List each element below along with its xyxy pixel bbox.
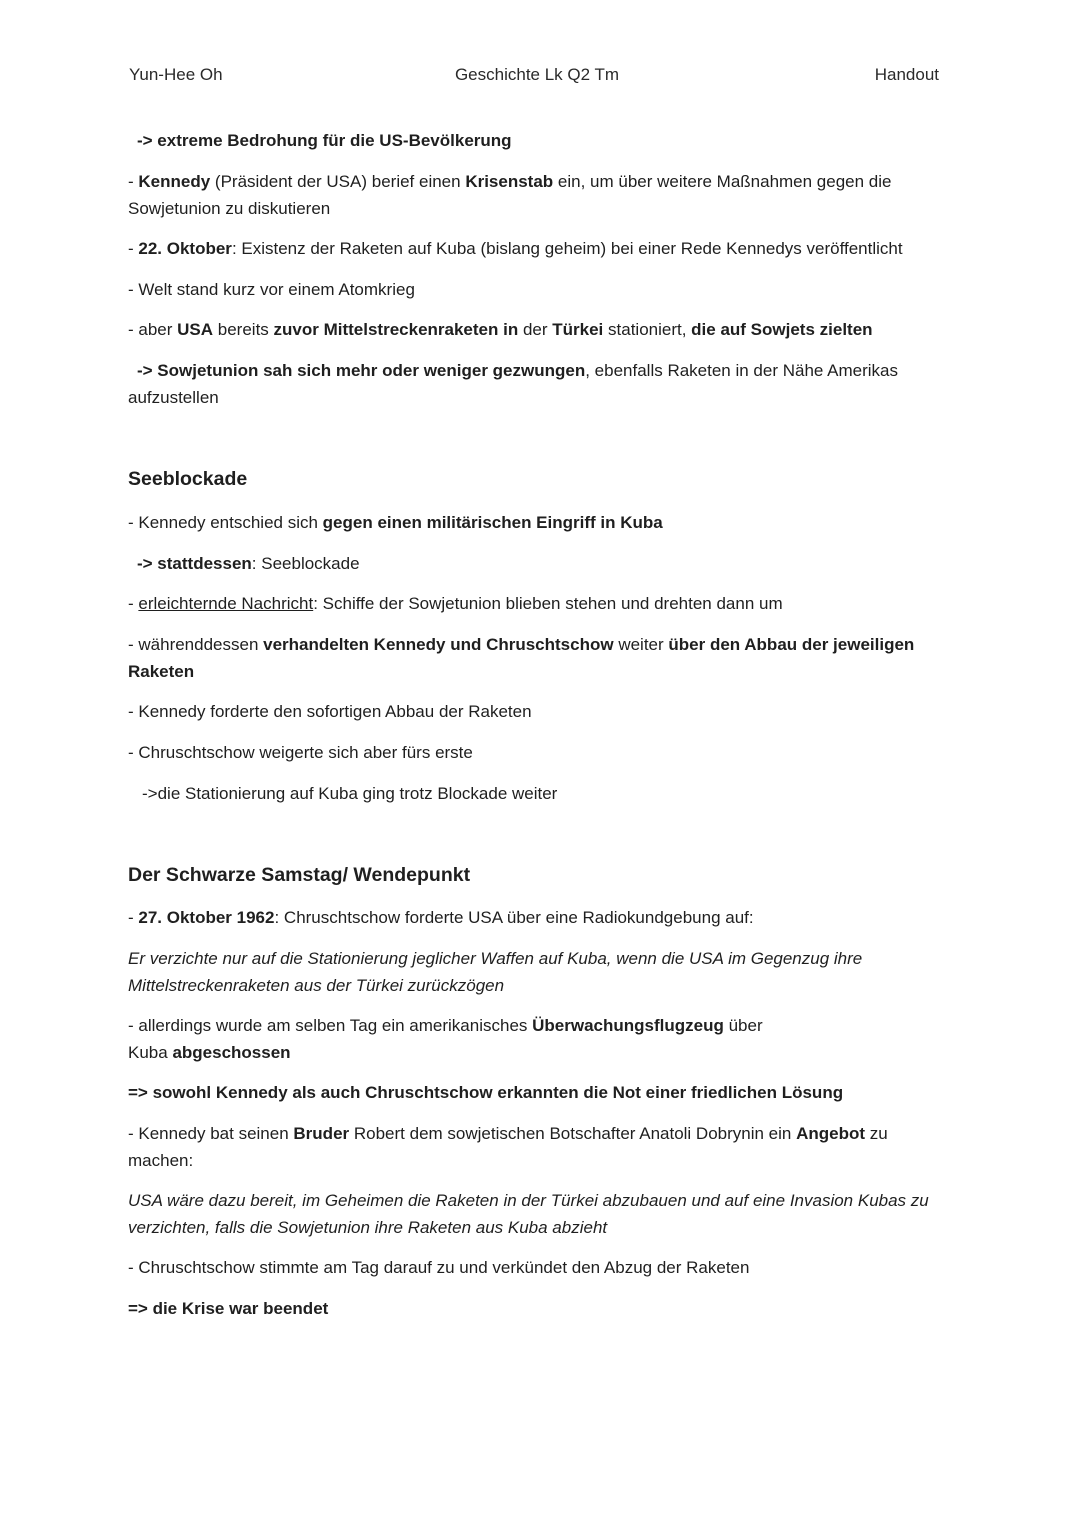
samstag-line-7: - Chruschtschow stimmte am Tag darauf zu und verkündet den Abzug der Raketen xyxy=(128,1258,750,1277)
samstag-line-4: => sowohl Kennedy als auch Chruschtschow erkannten die Not einer friedlichen Lösung xyxy=(128,1083,844,1102)
intro-line-kennedy: - Kennedy (Präsident der USA) berief einen Krisenstab ein, um über weitere Maßnahmen gegen die Sowjetunion zu diskutieren xyxy=(128,172,892,218)
intro-line-october22: - 22. Oktober: Existenz der Raketen auf Kuba (bislang geheim) bei einer Rede Kennedys veröffentlicht xyxy=(128,239,903,258)
seeblockade-line-3: - erleichternde Nachricht: Schiffe der Sowjetunion blieben stehen und drehten dann um xyxy=(128,594,783,613)
samstag-quote-1: Er verzichte nur auf die Stationierung jeglicher Waffen auf Kuba, wenn die USA im Gegenzug ihre Mittelstreckenraketen aus der Türkei zurückzögen xyxy=(128,949,863,995)
section-title-schwarzer-samstag: Der Schwarze Samstag/ Wendepunkt xyxy=(128,864,471,886)
intro-line-threat: -> extreme Bedrohung für die US-Bevölkerung xyxy=(137,131,512,150)
samstag-quote-2: USA wäre dazu bereit, im Geheimen die Raketen in der Türkei abzubauen und auf eine Invasion Kubas zu verzichten, falls die Sowjetunion ihre Raketen aus Kuba abzieht xyxy=(128,1191,929,1237)
header-course: Geschichte Lk Q2 Tm xyxy=(454,65,620,84)
intro-line-tuerkei: - aber USA bereits zuvor Mittelstreckenraketen in der Türkei stationiert, die auf Sowjets zielten xyxy=(128,320,873,339)
header-author: Yun-Hee Oh xyxy=(129,65,223,84)
seeblockade-line-2: -> stattdessen: Seeblockade xyxy=(137,554,360,573)
samstag-line-8: => die Krise war beendet xyxy=(128,1299,329,1318)
samstag-line-1: - 27. Oktober 1962: Chruschtschow forderte USA über eine Radiokundgebung auf: xyxy=(128,908,754,927)
seeblockade-line-5: - Kennedy forderte den sofortigen Abbau der Raketen xyxy=(128,702,532,721)
intro-line-atomkrieg: - Welt stand kurz vor einem Atomkrieg xyxy=(128,280,415,299)
seeblockade-line-4: - währenddessen verhandelten Kennedy und Chruschtschow weiter über den Abbau der jeweiligen Raketen xyxy=(128,635,915,681)
samstag-line-3: - allerdings wurde am selben Tag ein amerikanisches Überwachungsflugzeug über Kuba abgeschossen xyxy=(128,1016,763,1062)
seeblockade-line-7: ->die Stationierung auf Kuba ging trotz Blockade weiter xyxy=(142,784,558,803)
header-doctype: Handout xyxy=(874,65,939,84)
seeblockade-line-1: - Kennedy entschied sich gegen einen militärischen Eingriff in Kuba xyxy=(128,513,663,532)
seeblockade-line-6: - Chruschtschow weigerte sich aber fürs erste xyxy=(128,743,473,762)
section-title-seeblockade: Seeblockade xyxy=(128,468,248,490)
intro-line-sowjetunion: -> Sowjetunion sah sich mehr oder weniger gezwungen, ebenfalls Raketen in der Nähe Amerikas aufzustellen xyxy=(128,361,899,407)
samstag-line-5: - Kennedy bat seinen Bruder Robert dem sowjetischen Botschafter Anatoli Dobrynin ein Angebot zu machen: xyxy=(128,1124,888,1170)
